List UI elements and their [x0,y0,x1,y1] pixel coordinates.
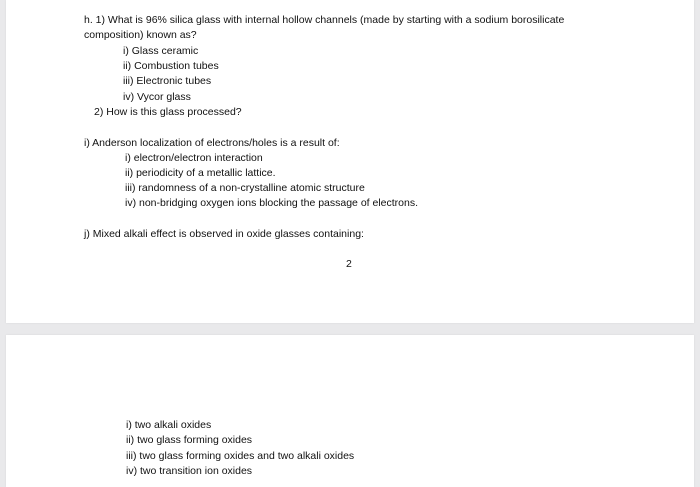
question-h-option-3: iii) Electronic tubes [123,75,212,87]
question-h-option-4: iv) Vycor glass [123,91,191,103]
document-page-1 [6,0,694,323]
question-i-option-1: i) electron/electron interaction [125,152,263,164]
question-i-option-2: ii) periodicity of a metallic lattice. [125,167,276,179]
question-h-option-2: ii) Combustion tubes [123,60,219,72]
question-j-option-4: iv) two transition ion oxides [126,465,253,477]
question-j-option-1: i) two alkali oxides [126,419,212,431]
question-j-option-2: ii) two glass forming oxides [126,434,253,446]
document-page-2 [6,335,694,487]
question-h-part-2: 2) How is this glass processed? [94,106,242,118]
question-i-option-4: iv) non-bridging oxygen ions blocking the passage of electrons. [125,197,419,209]
page-number: 2 [346,258,352,270]
question-h-line-1: h. 1) What is 96% silica glass with internal hollow channels (made by starting with a sodium borosilicate [84,14,565,26]
question-h-line-2: composition) known as? [84,29,197,41]
question-i-stem: i) Anderson localization of electrons/holes is a result of: [84,137,340,149]
question-h-option-1: i) Glass ceramic [123,45,199,57]
question-j-stem: j) Mixed alkali effect is observed in oxide glasses containing: [84,228,364,240]
question-j-option-3: iii) two glass forming oxides and two alkali oxides [126,450,355,462]
question-i-option-3: iii) randomness of a non-crystalline atomic structure [125,182,365,194]
